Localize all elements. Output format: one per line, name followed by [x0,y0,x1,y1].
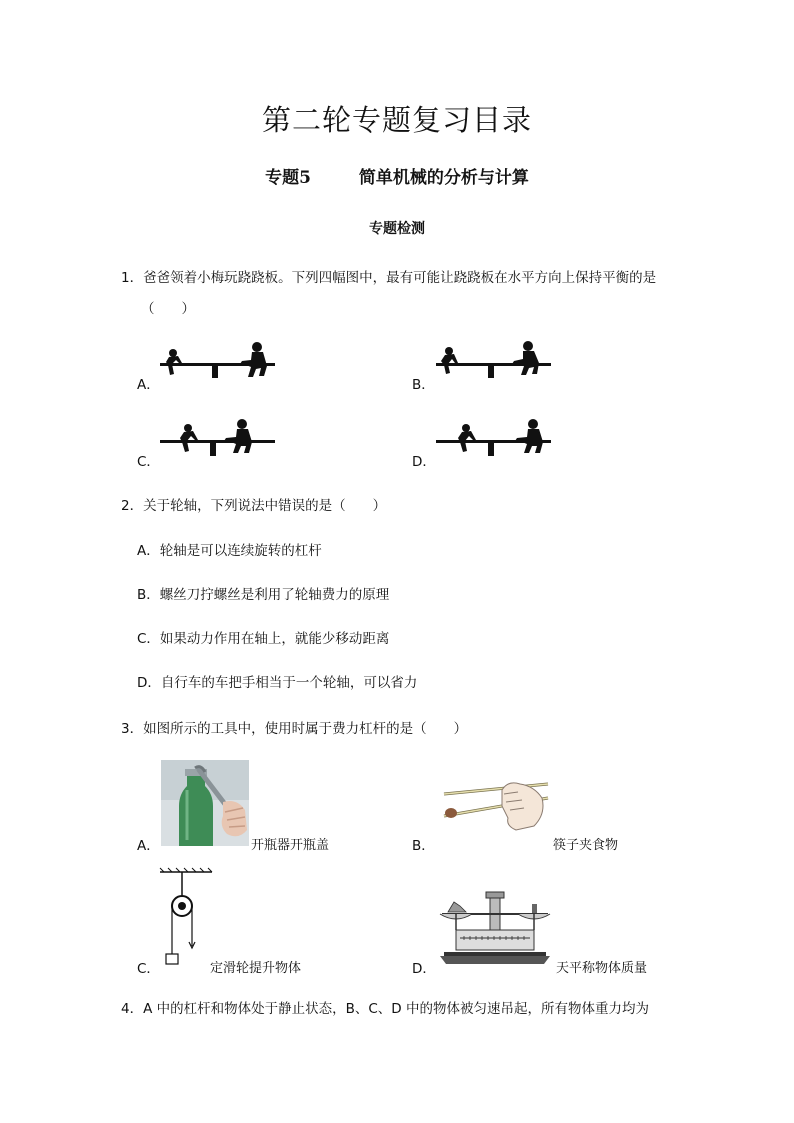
page-title: 第二轮专题复习目录 [261,103,532,137]
q3-stem: 3．如图所示的工具中，使用时属于费力杠杆的是（ ） [121,721,468,737]
q3-option-c-letter[interactable]: C． [137,961,160,977]
q4-stem: 4．A 中的杠杆和物体处于静止状态，B、C、D 中的物体被匀速吊起，所有物体重力均为 [121,1001,649,1017]
q3-caption-c: 定滑轮提升物体 [210,961,302,976]
q3-caption-d: 天平称物体质量 [556,961,648,976]
child-silhouette-icon [180,424,198,452]
q1-option-b[interactable]: B． [412,377,435,393]
bottle-opener-photo [161,760,249,846]
child-silhouette-icon [458,424,476,452]
seesaw-figure-c [160,418,275,460]
q3-option-a-letter[interactable]: A． [137,838,160,854]
q1-answer-paren: （ ） [141,301,195,317]
father-silhouette-icon [512,341,539,375]
q3-caption-b: 筷子夹食物 [553,838,619,853]
child-silhouette-icon [166,349,182,375]
child-silhouette-icon [441,347,458,374]
father-silhouette-icon [224,419,252,453]
q1-option-a[interactable]: A． [137,377,160,393]
q3-caption-a: 开瓶器开瓶盖 [251,838,330,853]
q1-option-c[interactable]: C． [137,454,160,470]
q2-option-d[interactable]: D．自行车的车把手相当于一个轮轴，可以省力 [137,675,418,691]
q2-option-c[interactable]: C．如果动力作用在轴上，就能少移动距离 [137,631,390,647]
topic-number: 专题5 [265,168,311,188]
q1-option-d[interactable]: D． [412,454,436,470]
topic-name: 简单机械的分析与计算 [358,168,529,188]
q3-option-d-letter[interactable]: D． [412,961,436,977]
fixed-pulley-diagram [160,868,212,968]
father-silhouette-icon [240,342,267,377]
section-heading: 专题检测 [369,221,425,237]
seesaw-figure-a [160,340,275,382]
q2-stem: 2．关于轮轴，下列说法中错误的是（ ） [121,498,387,514]
topic-heading [0,163,794,188]
q1-stem: 1．爸爸领着小梅玩跷跷板。下列四幅图中，最有可能让跷跷板在水平方向上保持平衡的是 [121,270,657,286]
balance-scale-image [436,890,554,970]
chopsticks-image [438,776,550,832]
father-silhouette-icon [515,419,543,453]
q2-option-a[interactable]: A．轮轴是可以连续旋转的杠杆 [137,543,322,559]
seesaw-figure-b [436,340,551,382]
q2-option-b[interactable]: B．螺丝刀拧螺丝是利用了轮轴费力的原理 [137,587,390,603]
seesaw-figure-d [436,418,551,460]
q3-option-b-letter[interactable]: B． [412,838,435,854]
